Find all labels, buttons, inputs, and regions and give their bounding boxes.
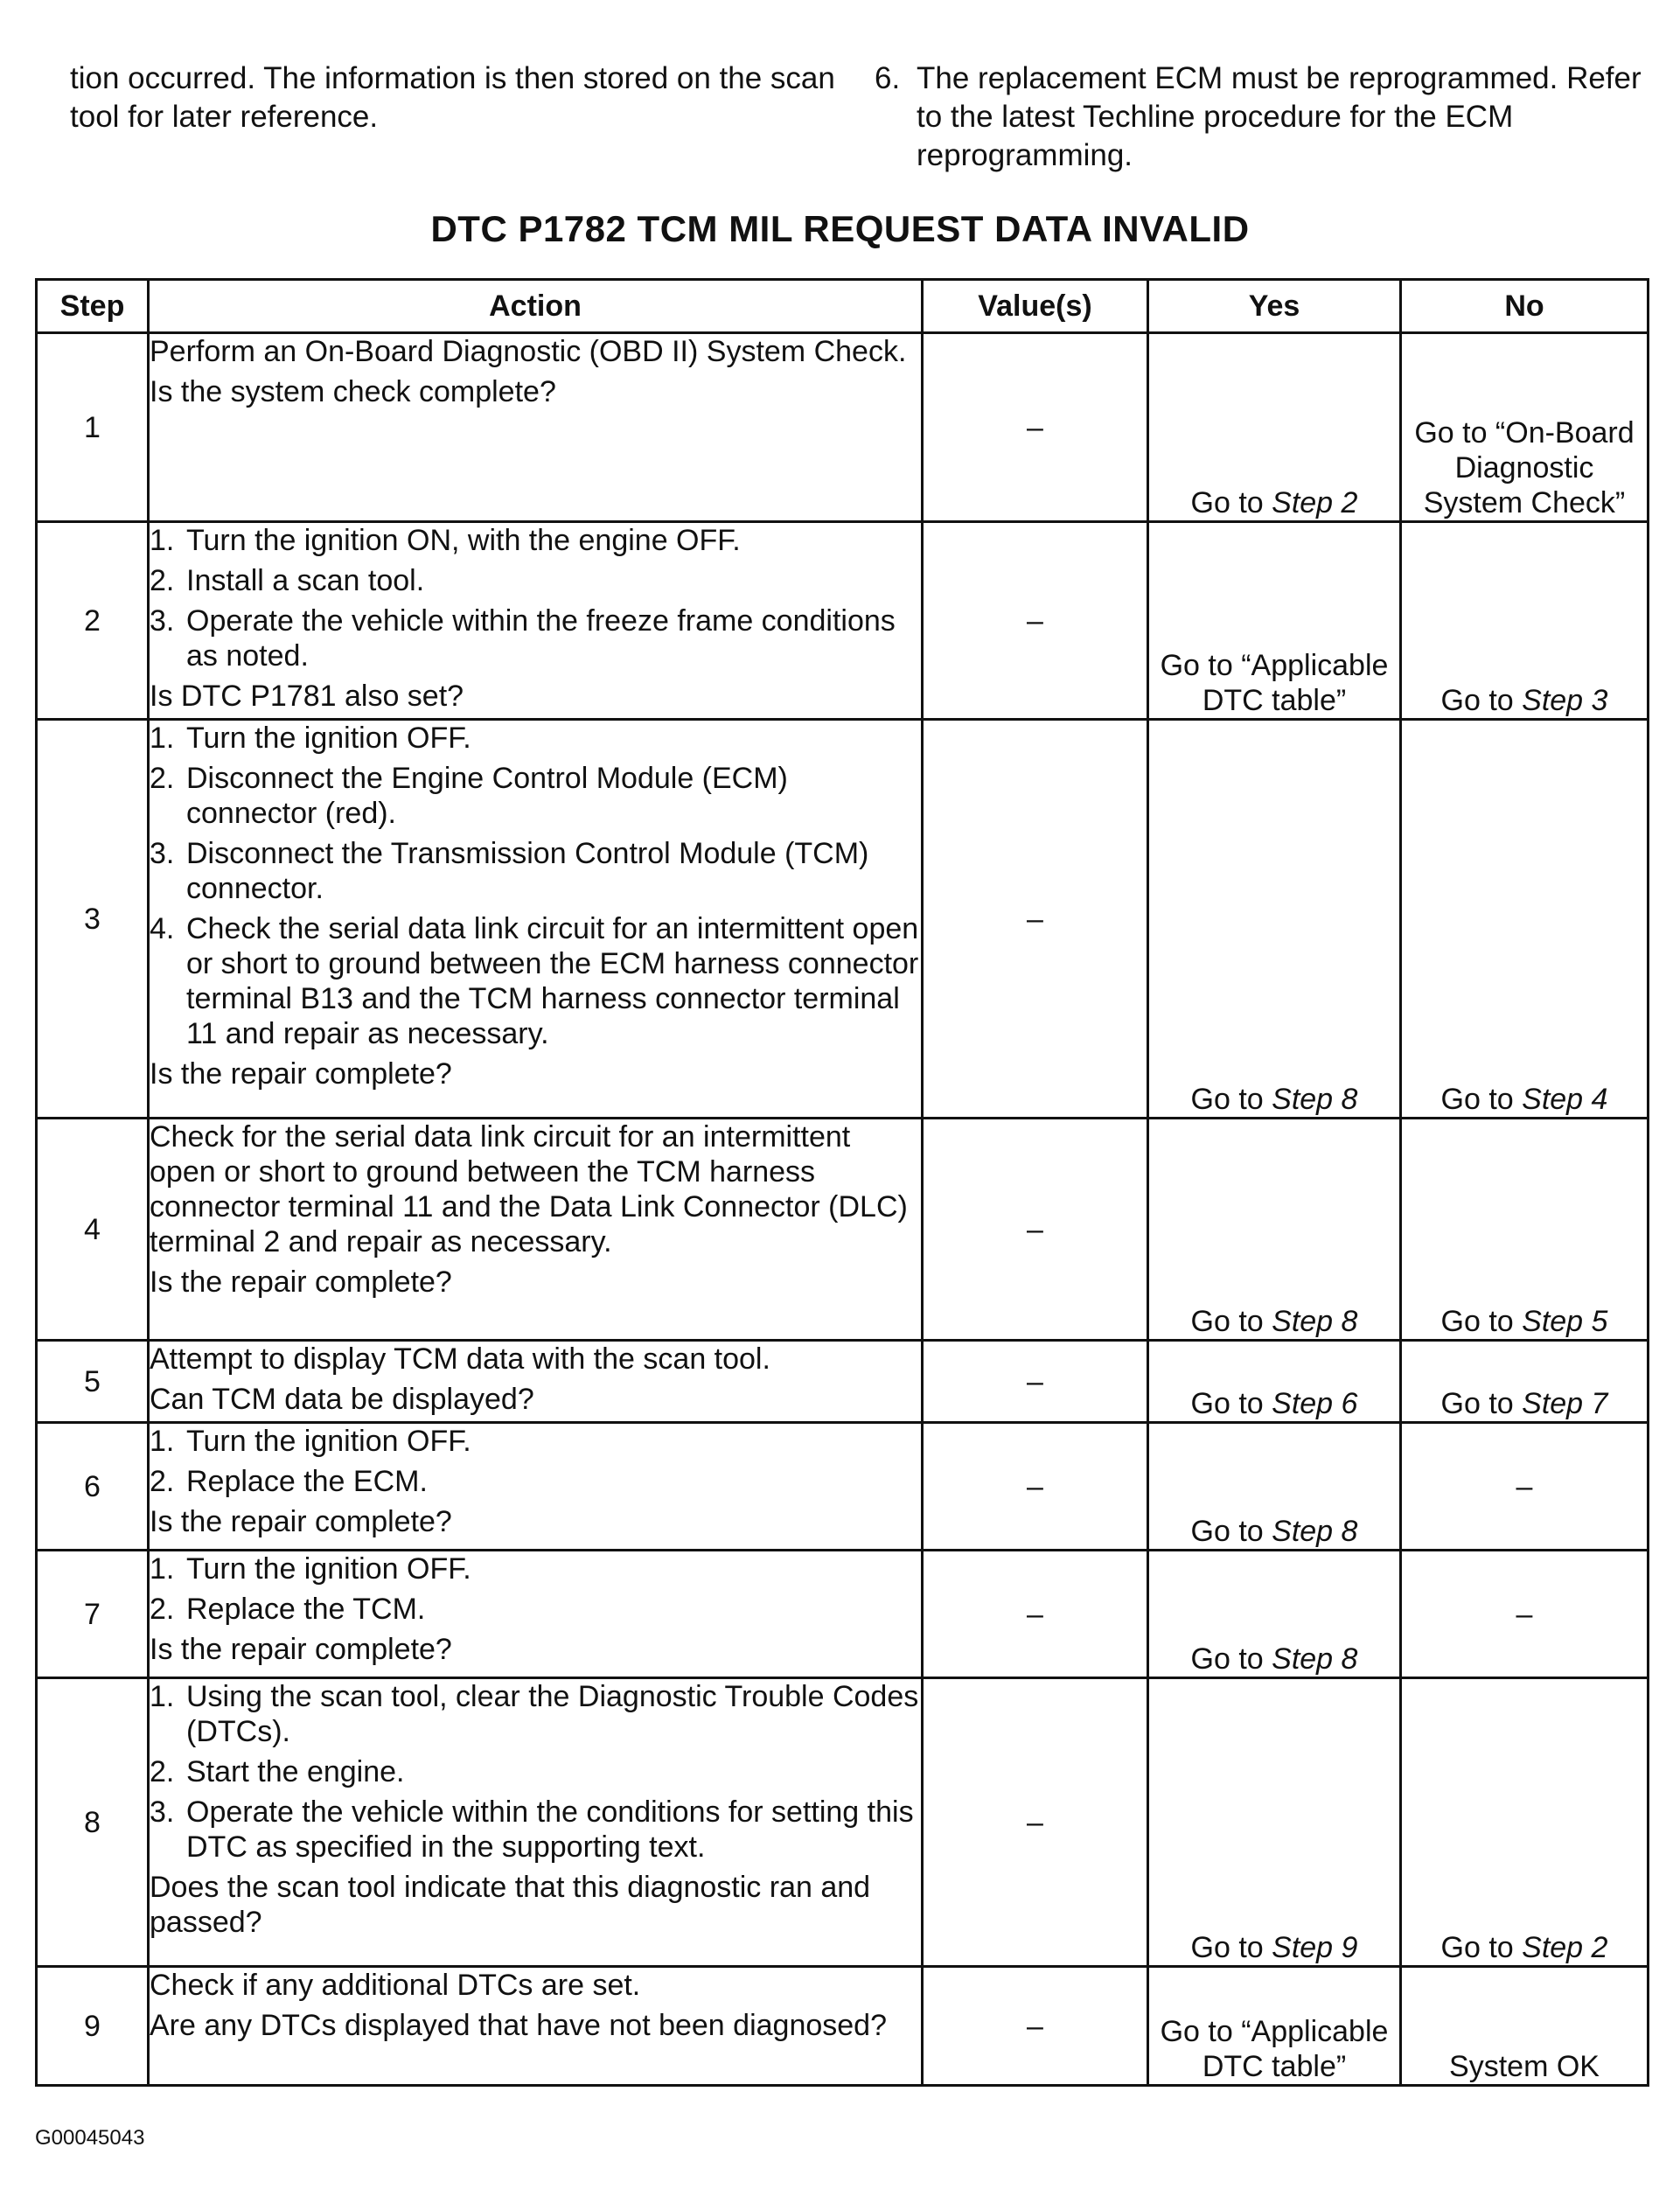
no-outcome [1401,1423,1649,1551]
action-list-number: 1. [150,1425,175,1458]
yes-prefix: Go to [1190,486,1272,519]
page-title: DTC P1782 TCM MIL REQUEST DATA INVALID [430,208,1250,249]
step-number: 3 [37,720,149,1119]
yes-outcome [1148,1678,1401,1967]
intro-right-item [875,59,1644,175]
yes-step-link: Step 9 [1272,1931,1358,1964]
action-list-number: 3. [150,1795,175,1829]
action-cell [149,333,923,522]
yes-outcome [1148,1341,1401,1423]
no-step-link: Step 7 [1522,1387,1608,1420]
action-list-item [150,721,921,756]
action-list-item [150,1551,921,1586]
no-text: Go to “On-Board Diagnostic System Check” [1414,416,1635,519]
action-list-text: Turn the ignition ON, with the engine OFF. [186,524,741,557]
value-cell: – [923,522,1148,720]
yes-outcome [1148,522,1401,720]
action-question: Does the scan tool indicate that this diagnostic ran and passed? [150,1871,871,1939]
action-list-number: 2. [150,564,175,597]
yes-outcome [1148,1967,1401,2086]
action-text: Check if any additional DTCs are set. [150,1969,641,2002]
action-list-number: 2. [150,1593,175,1626]
action-list-item [150,563,921,598]
action-list-text: Start the engine. [186,1755,405,1788]
yes-step-link: Step 6 [1272,1387,1358,1420]
action-cell [149,1423,923,1551]
yes-prefix: Go to [1190,1515,1272,1548]
no-prefix: Go to [1440,1083,1523,1116]
step-number: 8 [37,1678,149,1967]
no-prefix: Go to [1440,1387,1523,1420]
yes-text: Go to “Applicable DTC table” [1160,649,1389,717]
action-list-item [150,603,921,673]
value-cell: – [923,1341,1148,1423]
value-cell: – [923,720,1148,1119]
diagnostic-table [35,278,1649,2087]
value-cell: – [923,333,1148,522]
no-step-link: Step 5 [1522,1305,1608,1338]
action-question: Is DTC P1781 also set? [150,680,464,713]
yes-step-link: Step 8 [1272,1515,1358,1548]
intro-right-number: 6. [875,61,901,95]
action-list-item [150,523,921,558]
yes-step-link: Step 8 [1272,1305,1358,1338]
action-cell [149,1551,923,1678]
no-step-link: Step 3 [1522,684,1608,717]
table-header-row [37,280,1649,333]
yes-prefix: Go to [1190,1083,1272,1116]
table-row [37,1967,1649,2086]
step-number: 7 [37,1551,149,1678]
table-row [37,1423,1649,1551]
yes-outcome [1148,333,1401,522]
action-question: Can TCM data be displayed? [150,1383,534,1416]
action-list-item [150,1754,921,1789]
action-list-number: 2. [150,762,175,795]
action-cell [149,720,923,1119]
no-outcome [1401,720,1649,1119]
table-row [37,1119,1649,1341]
action-question: Is the repair complete? [150,1633,452,1666]
no-outcome [1401,1119,1649,1341]
action-list-item [150,761,921,831]
step-number: 6 [37,1423,149,1551]
action-question: Is the repair complete? [150,1057,452,1091]
action-list-item [150,1679,921,1749]
no-outcome [1401,1967,1649,2086]
yes-prefix: Go to [1190,1931,1272,1964]
yes-text: Go to “Applicable DTC table” [1160,2015,1389,2083]
action-list-number: 2. [150,1755,175,1788]
step-number: 5 [37,1341,149,1423]
yes-prefix: Go to [1190,1305,1272,1338]
no-prefix: Go to [1440,684,1523,717]
table-row [37,522,1649,720]
action-list-number: 1. [150,1680,175,1713]
intro-right-text: The replacement ECM must be reprogrammed. Refer to the latest Techline procedure for the ECM reprogramming. [917,61,1642,172]
action-list-text: Check the serial data link circuit for an intermittent open or short to ground between the ECM harness connector terminal B13 and the TCM harness connector terminal 11 and repair as necessary. [186,912,919,1050]
value-cell: – [923,1423,1148,1551]
yes-prefix: Go to [1190,1387,1272,1420]
yes-outcome [1148,1119,1401,1341]
action-question: Is the repair complete? [150,1265,452,1299]
table-row [37,1551,1649,1678]
value-cell: – [923,1967,1148,2086]
action-list-number: 2. [150,1465,175,1498]
step-number: 1 [37,333,149,522]
action-list-number: 1. [150,524,175,557]
action-list-item [150,911,921,1051]
action-text: Attempt to display TCM data with the scan tool. [150,1342,770,1376]
no-text: – [1516,1469,1533,1503]
header-action: Action [149,280,923,333]
no-step-link: Step 2 [1522,1931,1608,1964]
header-yes: Yes [1148,280,1401,333]
action-cell [149,1967,923,2086]
no-outcome [1401,1551,1649,1678]
table-row [37,333,1649,522]
action-cell [149,1341,923,1423]
action-list-text: Operate the vehicle within the freeze frame conditions as noted. [186,604,896,673]
action-question: Are any DTCs displayed that have not been diagnosed? [150,2009,887,2042]
value-cell: – [923,1119,1148,1341]
no-outcome [1401,522,1649,720]
header-no: No [1401,280,1649,333]
no-outcome [1401,1341,1649,1423]
yes-outcome [1148,720,1401,1119]
action-list-text: Replace the TCM. [186,1593,426,1626]
action-list-text: Disconnect the Engine Control Module (ECM) connector (red). [186,762,788,830]
step-number: 2 [37,522,149,720]
no-prefix: Go to [1440,1305,1523,1338]
action-list-number: 1. [150,1552,175,1586]
action-question: Is the repair complete? [150,1505,452,1538]
table-row [37,1678,1649,1967]
action-list-item [150,1424,921,1459]
intro-left-paragraph: tion occurred. The information is then stored on the scan tool for later reference. [70,61,835,134]
action-list-text: Turn the ignition OFF. [186,722,471,755]
action-list-text: Install a scan tool. [186,564,425,597]
no-outcome [1401,333,1649,522]
figure-id: G00045043 [35,2126,145,2150]
table-body [37,333,1649,2086]
action-list-number: 3. [150,837,175,870]
action-list-item [150,1592,921,1627]
yes-prefix: Go to [1190,1642,1272,1676]
action-text: Check for the serial data link circuit for an intermittent open or short to ground between the TCM harness connector terminal 11 and the Data Link Connector (DLC) terminal 2 and repair as necessary. [150,1120,908,1258]
value-cell: – [923,1678,1148,1967]
yes-step-link: Step 2 [1272,486,1358,519]
yes-step-link: Step 8 [1272,1642,1358,1676]
action-list-number: 3. [150,604,175,638]
action-list-item [150,1464,921,1499]
action-cell [149,1119,923,1341]
action-text: Perform an On-Board Diagnostic (OBD II) System Check. [150,335,907,368]
no-step-link: Step 4 [1522,1083,1608,1116]
table-row [37,1341,1649,1423]
step-number: 4 [37,1119,149,1341]
value-cell: – [923,1551,1148,1678]
action-cell [149,1678,923,1967]
action-list-number: 1. [150,722,175,755]
no-text: – [1516,1597,1533,1631]
action-list-text: Turn the ignition OFF. [186,1425,471,1458]
action-list-number: 4. [150,912,175,945]
action-list-text: Turn the ignition OFF. [186,1552,471,1586]
yes-step-link: Step 8 [1272,1083,1358,1116]
action-cell [149,522,923,720]
table-row [37,720,1649,1119]
action-question: Is the system check complete? [150,375,556,408]
action-list-item [150,836,921,906]
action-list-text: Operate the vehicle within the conditions for setting this DTC as specified in the supporting text. [186,1795,914,1864]
action-list-text: Using the scan tool, clear the Diagnostic Trouble Codes (DTCs). [186,1680,919,1748]
no-outcome [1401,1678,1649,1967]
action-list-item [150,1795,921,1865]
yes-outcome [1148,1551,1401,1678]
yes-outcome [1148,1423,1401,1551]
no-prefix: Go to [1440,1931,1523,1964]
header-value: Value(s) [923,280,1148,333]
no-text: System OK [1449,2050,1600,2083]
step-number: 9 [37,1967,149,2086]
header-step: Step [37,280,149,333]
action-list-text: Replace the ECM. [186,1465,428,1498]
action-list-text: Disconnect the Transmission Control Module (TCM) connector. [186,837,869,905]
